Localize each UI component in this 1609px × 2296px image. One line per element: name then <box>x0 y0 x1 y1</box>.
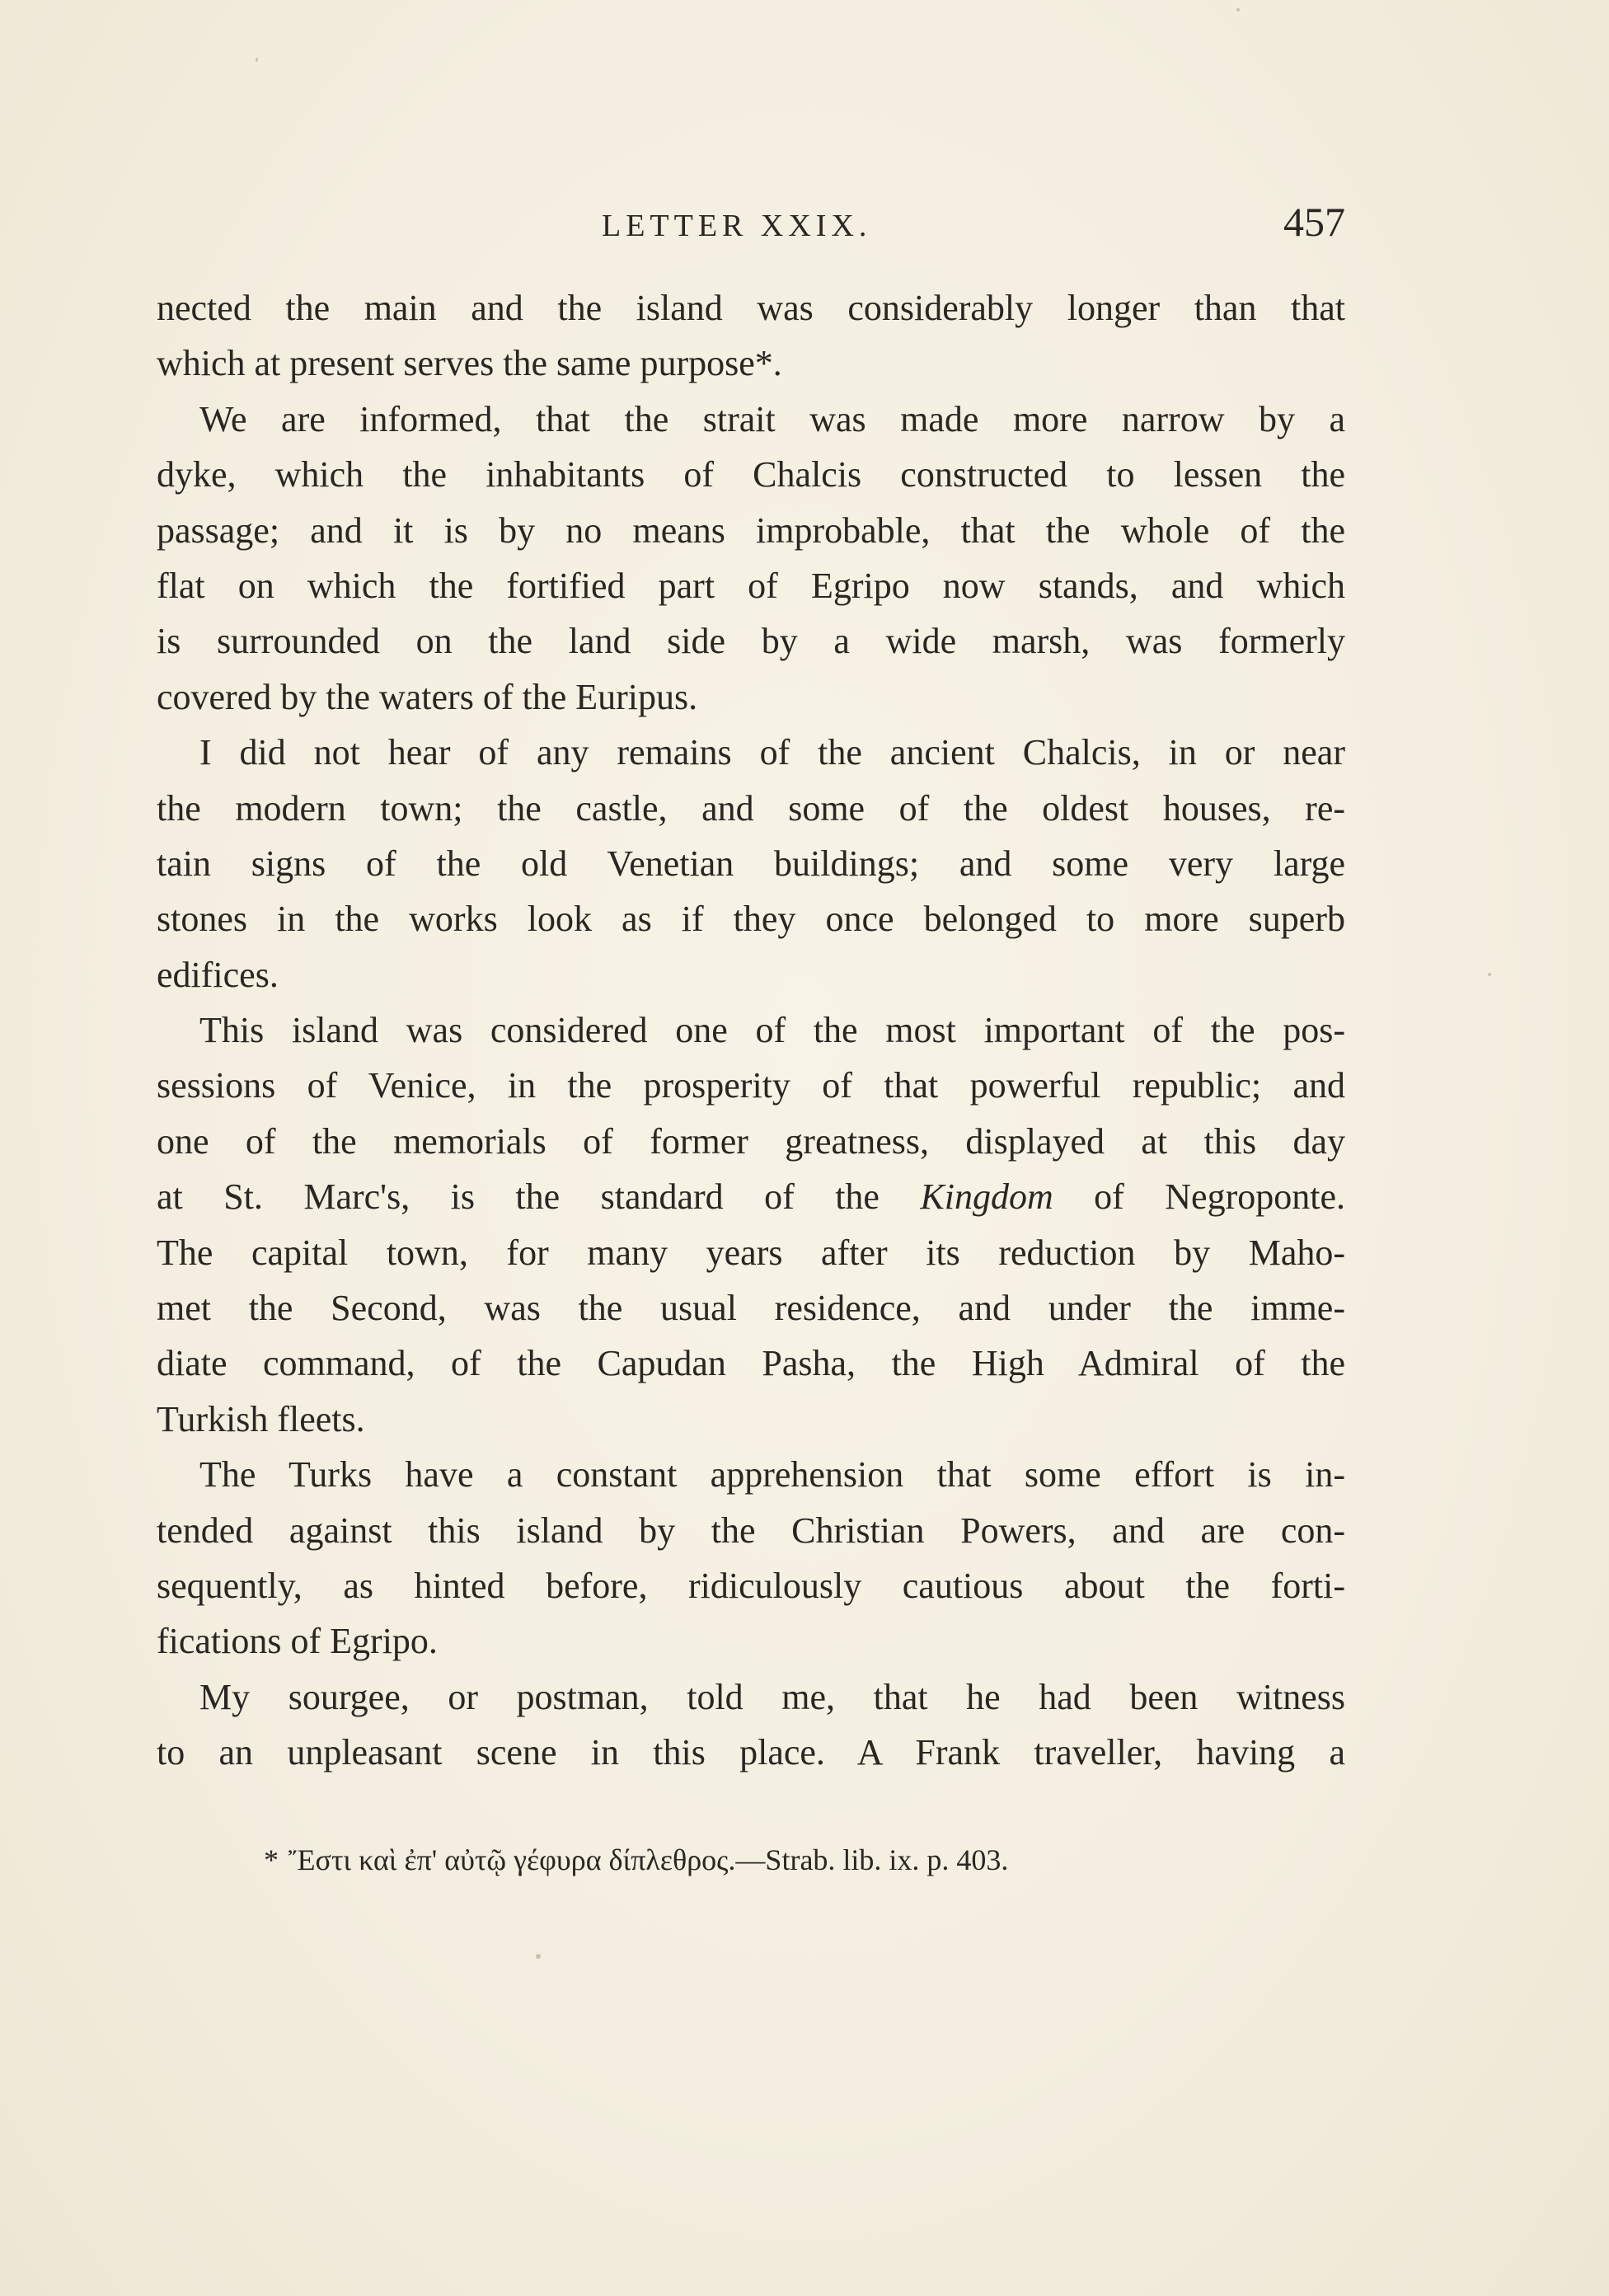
paper-speck <box>1488 973 1491 976</box>
text-line: covered by the waters of the Euripus. <box>157 676 698 717</box>
paper-speck <box>536 1954 541 1959</box>
text-line: diate command, of the Capudan Pasha, the High Admiral of the <box>157 1343 1345 1384</box>
text-line: one of the memorials of former greatness, displayed at this day <box>157 1120 1345 1162</box>
paper-speck <box>1236 8 1240 12</box>
text-line: to an unpleasant scene in this place. A Frank traveller, having a <box>157 1732 1345 1773</box>
footnote-text: Ἔστι καὶ ἐπ' αὐτῷ γέφυρα δίπλεθρος.—Strab. lib. ix. p. 403. <box>288 1843 1009 1876</box>
italic-word: Kingdom <box>920 1176 1053 1218</box>
text-line: stones in the works look as if they once belonged to more superb <box>157 899 1345 940</box>
page-header <box>157 198 1345 247</box>
footnote <box>264 1843 1253 1877</box>
text-line: The capital town, for many years after its reduction by Maho- <box>157 1232 1345 1273</box>
text-line: tended against this island by the Christian Powers, and are con- <box>157 1510 1345 1551</box>
footnote-mark: * <box>264 1843 279 1876</box>
text-line: Turkish fleets. <box>157 1398 365 1439</box>
text-line: nected the main and the island was considerably longer than that <box>157 288 1345 328</box>
text-line: met the Second, was the usual residence, and under the imme- <box>157 1288 1345 1329</box>
text-line: flat on which the fortified part of Egripo now stands, and which <box>157 565 1345 606</box>
text-line: edifices. <box>157 954 279 995</box>
paragraph-start-line: This island was considered one of the most important of the pos- <box>199 1010 1345 1051</box>
running-head: LETTER XXIX. <box>602 209 872 243</box>
paragraph-start-line: We are informed, that the strait was made more narrow by a <box>199 398 1345 439</box>
text-line: is surrounded on the land side by a wide marsh, was formerly <box>157 621 1345 662</box>
text-line: passage; and it is by no means improbable, that the whole of the <box>157 509 1345 551</box>
paper-speck <box>256 58 258 62</box>
paragraph-start-line: I did not hear of any remains of the ancient Chalcis, in or near <box>199 732 1345 773</box>
body-text <box>157 280 1345 1781</box>
text-line: at St. Marc's, is the standard of the Kingdom of Negroponte. <box>157 1176 1345 1218</box>
text-line: the modern town; the castle, and some of the oldest houses, re- <box>157 787 1345 829</box>
text-line: which at present serves the same purpose*. <box>157 343 782 384</box>
text-line: sequently, as hinted before, ridiculously cautious about the forti- <box>157 1565 1345 1606</box>
text-line: sessions of Venice, in the prosperity of that powerful republic; and <box>157 1065 1345 1106</box>
text-line: tain signs of the old Venetian buildings; and some very large <box>157 843 1345 884</box>
paragraph-start-line: My sourgee, or postman, told me, that he had been witness <box>199 1676 1345 1717</box>
paragraph-start-line: The Turks have a constant apprehension that some effort is in- <box>199 1454 1345 1495</box>
text-line: dyke, which the inhabitants of Chalcis constructed to lessen the <box>157 454 1345 495</box>
page-number: 457 <box>1283 199 1345 245</box>
text-line: fications of Egripo. <box>157 1621 438 1662</box>
